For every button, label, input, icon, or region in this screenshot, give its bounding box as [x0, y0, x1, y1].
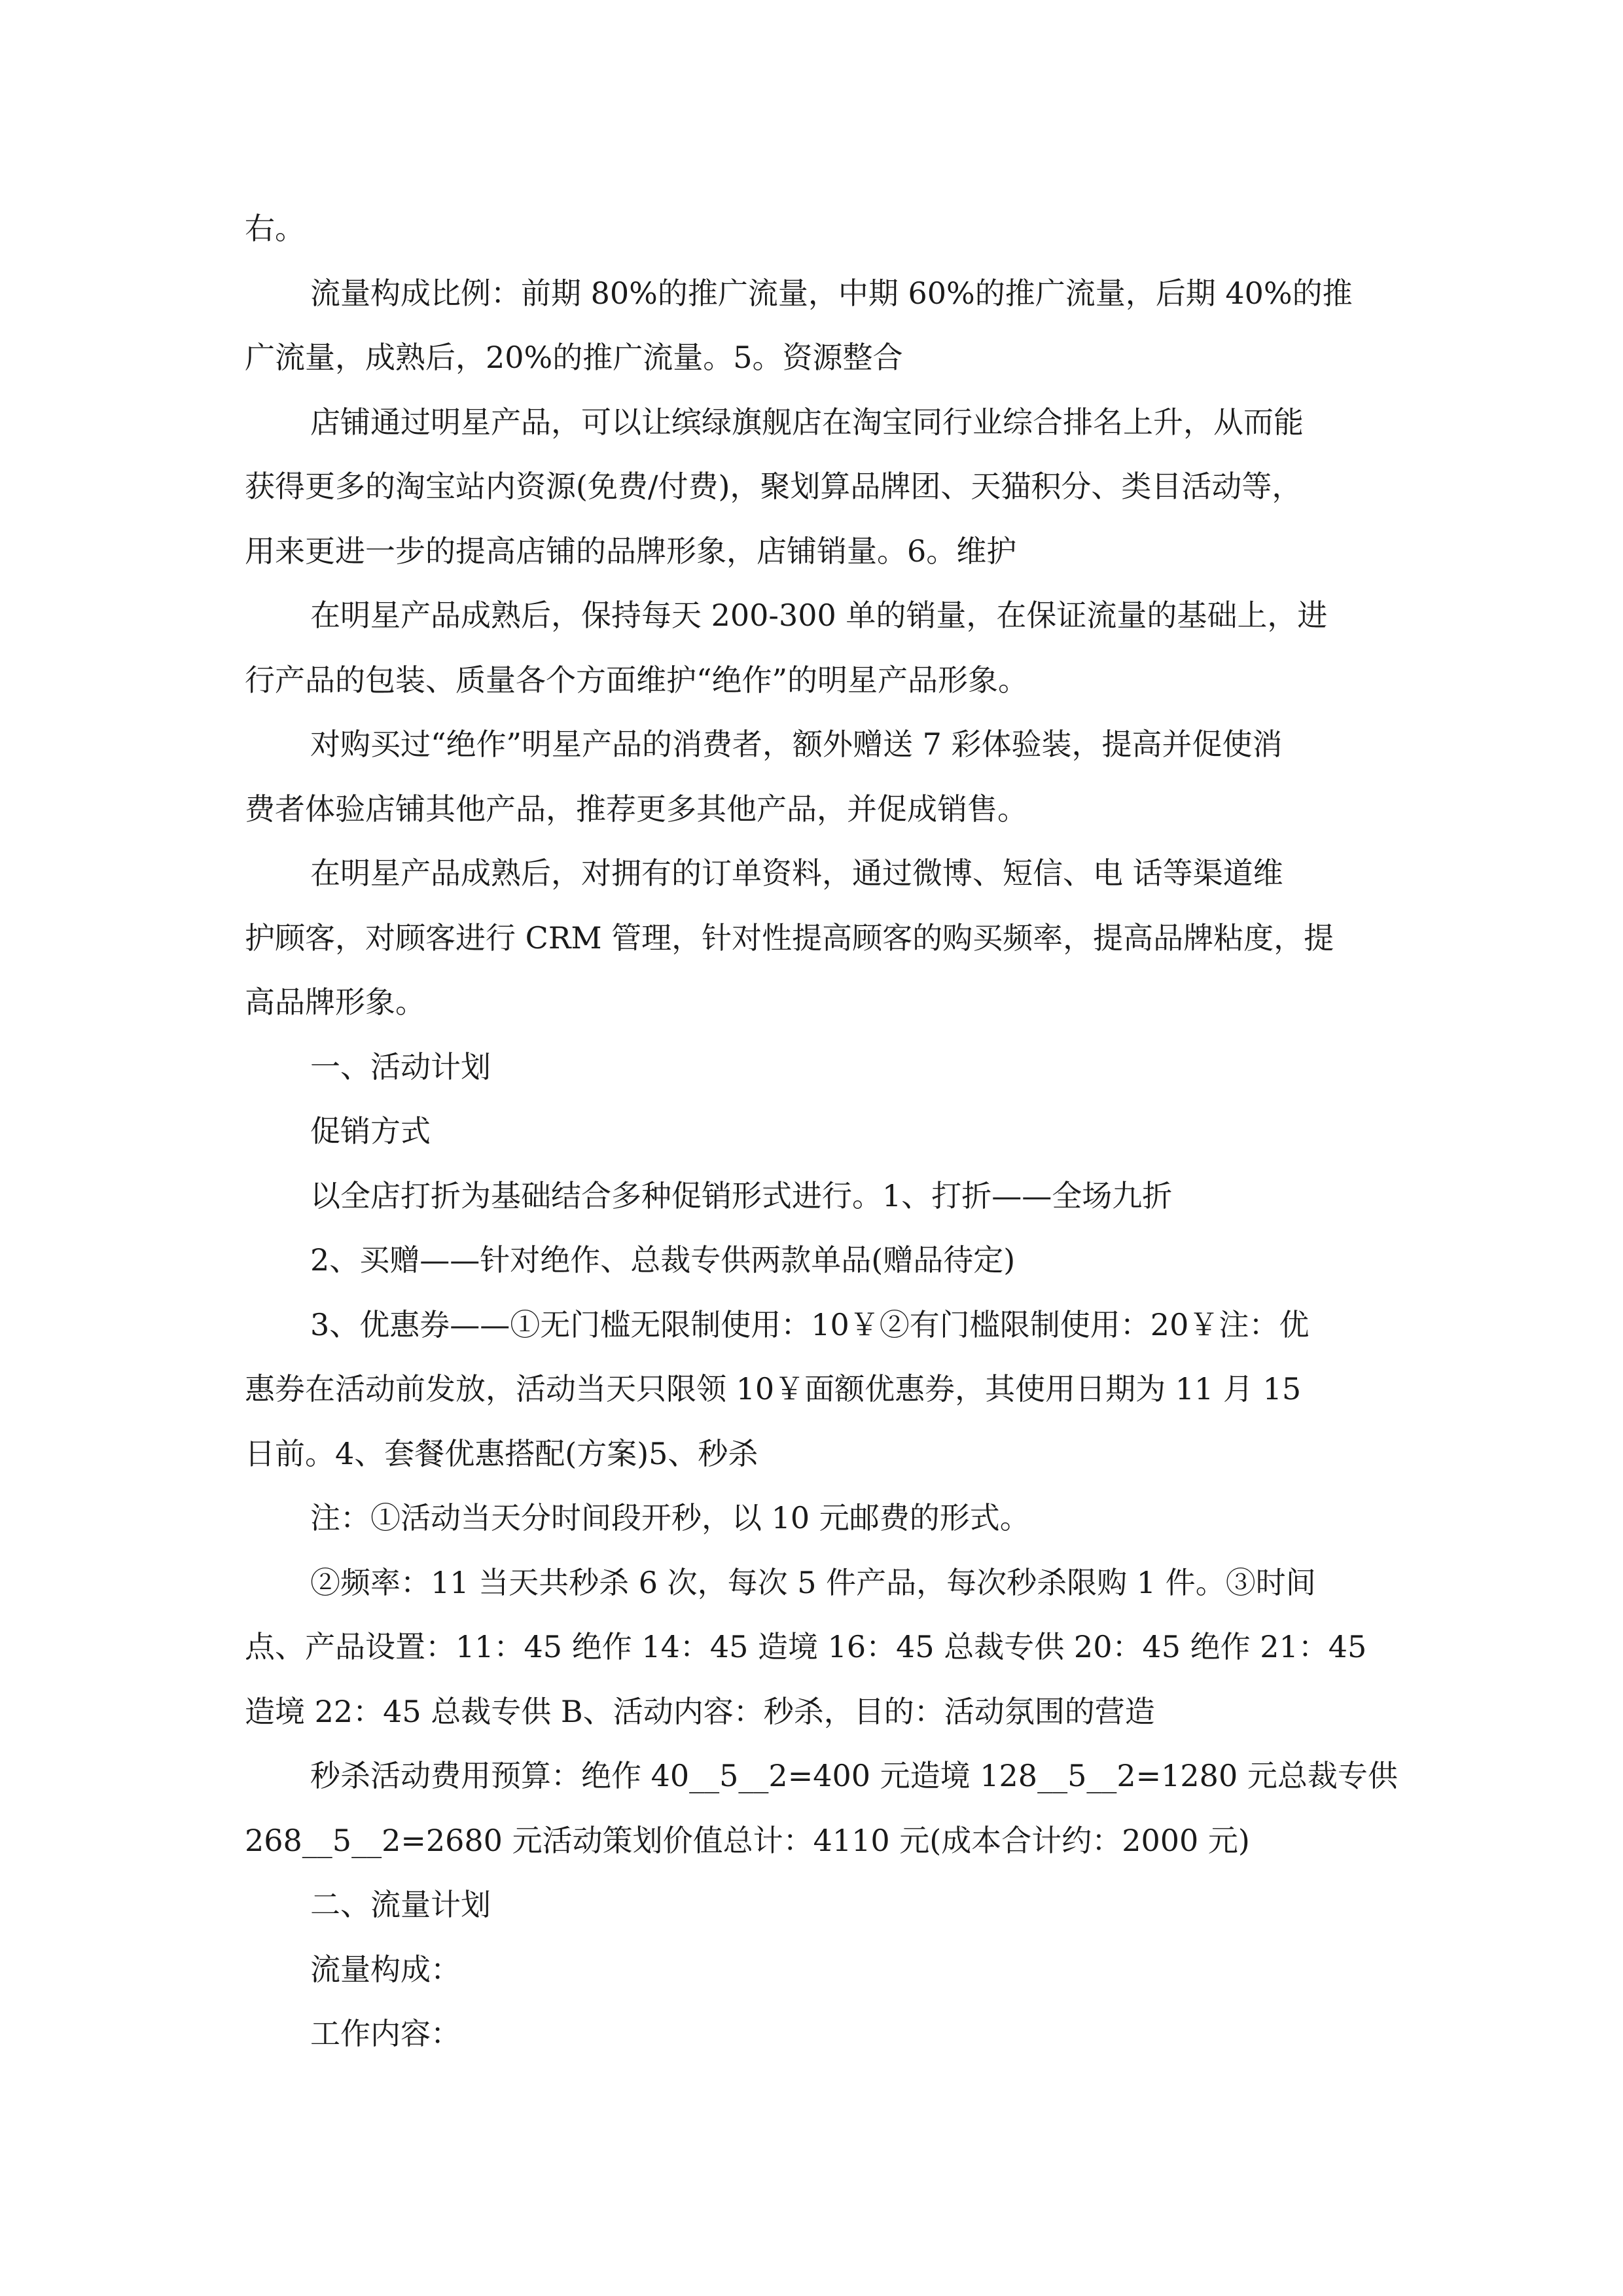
- text-line: 流量构成比例：前期 80%的推广流量，中期 60%的推广流量，后期 40%的推: [310, 275, 1353, 311]
- section-heading: 一、活动计划: [310, 1049, 491, 1085]
- text-line: 用来更进一步的提高店铺的品牌形象，店铺销量。6。维护: [245, 533, 1017, 569]
- text-line: 造境 22：45 总裁专供 B、活动内容：秒杀，目的：活动氛围的营造: [245, 1693, 1155, 1729]
- text-line: 2、买赠——针对绝作、总裁专供两款单品(赠品待定): [310, 1242, 1016, 1278]
- text-line: 268__5__2=2680 元活动策划价值总计：4110 元(成本合计约：2000 元): [245, 1822, 1250, 1858]
- text-line: 注：①活动当天分时间段开秒，以 10 元邮费的形式。: [310, 1500, 1030, 1535]
- text-line: 3、优惠券——①无门槛无限制使用：10￥②有门槛限制使用：20￥注：优: [310, 1306, 1310, 1342]
- text-line: 店铺通过明星产品，可以让缤绿旗舰店在淘宝同行业综合排名上升，从而能: [310, 404, 1304, 440]
- subsection-heading: 流量构成：: [310, 1951, 461, 1987]
- text-line: 高品牌形象。: [245, 984, 425, 1020]
- text-line: 在明星产品成熟后，保持每天 200-300 单的销量，在保证流量的基础上，进: [310, 598, 1328, 633]
- section-heading: 二、流量计划: [310, 1887, 491, 1922]
- text-line: 广流量，成熟后，20%的推广流量。5。资源整合: [245, 340, 903, 375]
- text-line: 以全店打折为基础结合多种促销形式进行。1、打折——全场九折: [310, 1177, 1173, 1213]
- subsection-heading: 促销方式: [310, 1113, 431, 1149]
- text-line: 右。: [245, 211, 305, 246]
- text-line: 日前。4、套餐优惠搭配(方案)5、秒杀: [245, 1435, 758, 1471]
- text-line: 获得更多的淘宝站内资源(免费/付费)，聚划算品牌团、天猫积分、类目活动等，: [245, 469, 1302, 504]
- text-line: 行产品的包装、质量各个方面维护“绝作”的明星产品形象。: [245, 662, 1029, 698]
- subsection-heading: 工作内容：: [310, 2016, 461, 2051]
- text-line: ②频率：11 当天共秒杀 6 次，每次 5 件产品，每次秒杀限购 1 件。③时间: [310, 1564, 1316, 1600]
- text-line: 点、产品设置：11：45 绝作 14：45 造境 16：45 总裁专供 20：45 绝作 21：45: [245, 1629, 1367, 1664]
- text-line: 秒杀活动费用预算：绝作 40__5__2=400 元造境 128__5__2=1280 元总裁专供: [310, 1758, 1398, 1793]
- text-line: 对购买过“绝作”明星产品的消费者，额外赠送 7 彩体验装，提高并促使消: [310, 726, 1283, 762]
- text-line: 惠券在活动前发放，活动当天只限领 10￥面额优惠券，其使用日期为 11 月 15: [245, 1371, 1302, 1407]
- text-line: 护顾客，对顾客进行 CRM 管理，针对性提高顾客的购买频率，提高品牌粘度，提: [245, 920, 1334, 956]
- text-line: 在明星产品成熟后，对拥有的订单资料，通过微博、短信、电 话等渠道维: [310, 855, 1283, 891]
- document-body: [245, 196, 1398, 2066]
- text-line: 费者体验店铺其他产品，推荐更多其他产品，并促成销售。: [245, 791, 1027, 827]
